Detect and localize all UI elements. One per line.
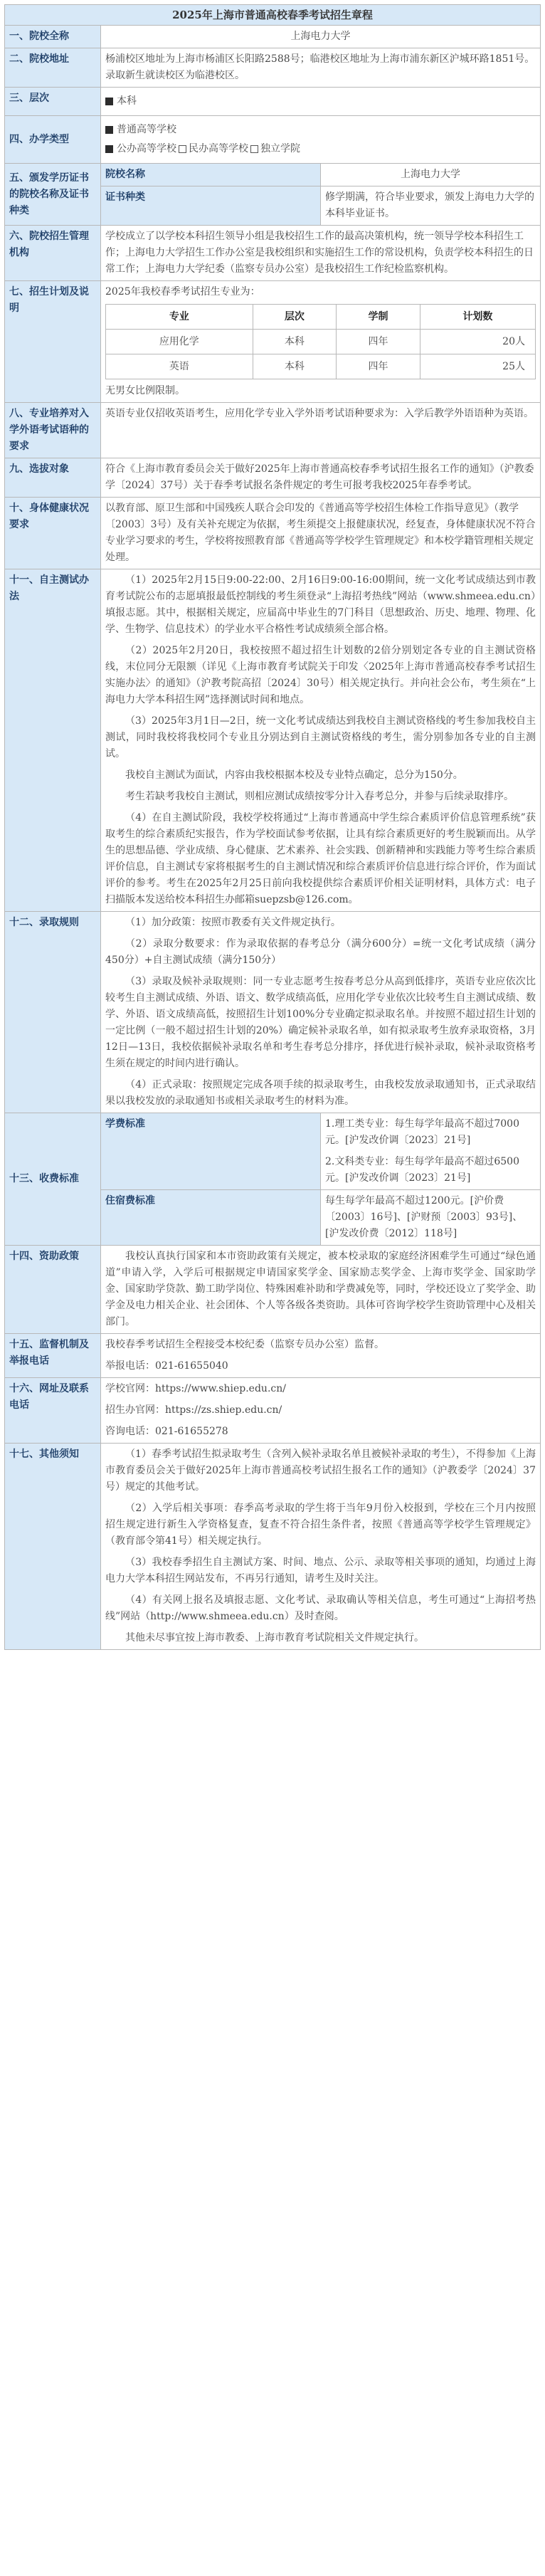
- tuition-value: [321, 1113, 541, 1190]
- plan-cell-level: 本科: [253, 354, 337, 379]
- financial-aid-paragraph: 我校认真执行国家和本市资助政策有关规定，被本校录取的家庭经济困难学生可通过“绿色通道”申请入学，入学后可根据规定申请国家奖学金、国家励志奖学金、上海市奖学金、国家助学金、国家助学贷款、勤工助学岗位、特殊困难补助和学费减免等，同时，学校还设立了奖学金、助学金及电力相关企业、社会团体、个人等各级各类资助。具体可咨询学校学生资助管理中心及相关部门。: [105, 1251, 536, 1328]
- level-value: [101, 88, 541, 116]
- school-type-option-others: [105, 141, 536, 157]
- tuition-line: 1.理工类专业：每生每学年最高不超过7000元。[沪发改价调〔2023〕21号]: [325, 1118, 519, 1146]
- unchecked-box-icon: [179, 145, 186, 153]
- certificate-type-sublabel: 证书种类: [101, 186, 321, 226]
- notes-label: 十七、其他须知: [5, 1444, 101, 1650]
- address-label: 二、院校地址: [5, 48, 101, 88]
- checked-box-icon: [105, 145, 113, 153]
- section-eligibility: [5, 458, 541, 498]
- plan-intro: 2025年我校春季考试招生专业为：: [105, 286, 260, 298]
- financial-aid-value: [101, 1246, 541, 1334]
- certificate-type-value: 修学期满，符合毕业要求，颁发上海电力大学的本科毕业证书。: [321, 186, 541, 226]
- school-website[interactable]: 学校官网：https://www.shiep.edu.cn/: [105, 1383, 286, 1394]
- school-type-label: 四、办学类型: [5, 116, 101, 164]
- supervision-label: 十五、监督机制及举报电话: [5, 1334, 101, 1378]
- admission-rules-paragraph: （1）加分政策：按照市教委有关文件规定执行。: [125, 917, 341, 928]
- notes-paragraph: （4）有关网上报名及填报志愿、文化考试、录取确认等相关信息，考生可通过“上海招考热线”网站（http://www.shmeea.edu.cn）及时查阅。: [105, 1594, 536, 1622]
- admission-rules-paragraph: （3）录取及候补录取规则：同一专业志愿考生按春考总分从高到低排序，英语专业应依次比较考生自主测试成绩、外语、语文、数学成绩高低，应用化学专业依次比较考生自主测试成绩、数学、外语、语文成绩高低，按照招生计划100%分专业确定拟录取名单。并按照不超过招生计划的一定比例（一般不超过招生计划的20%）确定候补录取名单，如有拟录取考生放弃录取资格，3月12日—13日，我校依据候补录取名单和考生春考总分排序，择优进行候补录取，候补录取资格考生须在规定的时间内进行确认。: [105, 976, 536, 1069]
- section-financial-aid: [5, 1246, 541, 1334]
- plan-header-quota: 计划数: [420, 305, 535, 330]
- school-type-option-label: 普通高等学校: [117, 124, 176, 135]
- admission-rules-label: 十二、录取规则: [5, 912, 101, 1113]
- notes-paragraph: （2）入学后相关事项：春季高考录取的学生将于当年9月份入校报到，学校在三个月内按照招生规定进行新生入学资格复查，复查不符合招生条件者，按照《普通高等学校学生管理规定》（教育部令第41号）相关规定执行。: [105, 1503, 536, 1547]
- tuition-line: 2.文科类专业：每生每学年最高不超过6500元。[沪发改价调〔2023〕21号]: [325, 1156, 519, 1184]
- notes-paragraph: 其他未尽事宜按上海市教委、上海市教育考试院相关文件规定执行。: [125, 1632, 424, 1644]
- section-contact: [5, 1378, 541, 1444]
- plan-cell-duration: 四年: [337, 330, 420, 354]
- self-test-content: [101, 569, 541, 912]
- section-fees-tuition: [5, 1113, 541, 1190]
- unchecked-box-icon: [250, 145, 258, 153]
- level-option-label: 本科: [117, 95, 137, 107]
- consult-phone: 咨询电话：021-61655278: [105, 1426, 228, 1437]
- dorm-sublabel: 住宿费标准: [101, 1190, 321, 1246]
- self-test-paragraph: （2）2025年2月20日，我校按照不超过招生计划数的2倍分别划定各专业的自主测试资格线，末位同分无限额（详见《上海市教育考试院关于印发〈2025年上海市普通高校春季考试招生实施办法〉的通知》（沪教考院高招〔2024〕30号）相关规定执行。并向社会公布，考生须在“上海电力大学本科招生网”选择测试时间和地点。: [105, 645, 536, 705]
- admission-rules-content: [101, 912, 541, 1113]
- section-foreign-language: [5, 403, 541, 458]
- notes-content: [101, 1444, 541, 1650]
- plan-cell-level: 本科: [253, 330, 337, 354]
- plan-cell-major: 应用化学: [106, 330, 253, 354]
- plan-label: 七、招生计划及说明: [5, 281, 101, 403]
- admission-org-label: 六、院校招生管理机构: [5, 226, 101, 281]
- checked-box-icon: [105, 98, 113, 105]
- section-supervision: [5, 1334, 541, 1378]
- contact-content: [101, 1378, 541, 1444]
- section-self-test: [5, 569, 541, 912]
- school-name-label: 一、院校全称: [5, 26, 101, 48]
- level-option-undergrad: [105, 93, 536, 110]
- eligibility-value: 符合《上海市教育委员会关于做好2025年上海市普通高校春季考试招生报名工作的通知》（沪教委学〔2024〕37号）关于春季考试报名条件规定的考生可报考我校2025年春季考试。: [101, 458, 541, 498]
- self-test-paragraph: （1）2025年2月15日9:00-22:00、2月16日9:00-16:00期间，统一文化考试成绩达到市教育考试院公布的志愿填报最低控制线的考生须登录“上海招考热线”网站（www.shmeea.edu.cn）填报志愿。其中，根据相关规定，应届高中毕业生的7门科目（思想政治、历史、地理、物理、化学、生物学、信息技术）的学业水平合格性考试成绩须全部合格。: [105, 574, 536, 635]
- school-type-option-regular: [105, 122, 536, 138]
- section-school-type: [5, 116, 541, 164]
- admission-org-value: 学校成立了以学校本科招生领导小组是我校招生工作的最高决策机构，统一领导学校本科招生工作；上海电力大学招生工作办公室是我校组织和实施招生工作的常设机构，负责学校本科招生的日常工作；上海电力大学纪委（监察专员办公室）是我校招生工作纪检监察机构。: [101, 226, 541, 281]
- admission-website[interactable]: 招生办官网：https://zs.shiep.edu.cn/: [105, 1404, 282, 1416]
- certificate-label: 五、颁发学历证书的院校名称及证书种类: [5, 164, 101, 226]
- plan-header-level: 层次: [253, 305, 337, 330]
- foreign-language-label: 八、专业培养对入学外语考试语种的要求: [5, 403, 101, 458]
- plan-table-row: [106, 354, 536, 379]
- plan-cell-quota: 20人: [420, 330, 535, 354]
- section-school-name: [5, 26, 541, 48]
- plan-table-header: [106, 305, 536, 330]
- independent-college-label: 独立学院: [260, 143, 300, 154]
- notes-paragraph: （3）我校春季招生自主测试方案、时间、地点、公示、录取等相关事项的通知，均通过上海电力大学本科招生网站发布，不再另行通知，请考生及时关注。: [105, 1557, 536, 1584]
- section-admission-rules: [5, 912, 541, 1113]
- self-test-paragraph: 考生若缺考我校自主测试，则相应测试成绩按零分计入春考总分，并参与后续录取排序。: [125, 791, 514, 802]
- eligibility-label: 九、选拔对象: [5, 458, 101, 498]
- section-health: [5, 498, 541, 569]
- financial-aid-label: 十四、资助政策: [5, 1246, 101, 1334]
- health-value: 以教育部、原卫生部和中国残疾人联合会印发的《普通高等学校招生体检工作指导意见》（教学〔2003〕3号）及有关补充规定为依据，考生须提交上报健康状况，经复查，身体健康状况不符合专业学习要求的考生，学校将按照教育部《普通高等学校学生管理规定》和本校学籍管理相关规定处理。: [101, 498, 541, 569]
- section-plan: [5, 281, 541, 403]
- tuition-sublabel: 学费标准: [101, 1113, 321, 1190]
- plan-cell-quota: 25人: [420, 354, 535, 379]
- public-school-label: 公办高等学校: [117, 143, 176, 154]
- charter-table: [4, 25, 541, 1650]
- page-title: 2025年上海市普通高校春季考试招生章程: [4, 4, 541, 26]
- private-school-label: 民办高等学校: [189, 143, 248, 154]
- school-name-value: 上海电力大学: [101, 26, 541, 48]
- certificate-name-sublabel: 院校名称: [101, 164, 321, 186]
- section-level: [5, 88, 541, 116]
- supervision-statement: 我校春季考试招生全程接受本校纪委（监察专员办公室）监督。: [105, 1339, 384, 1350]
- plan-content: [101, 281, 541, 403]
- health-label: 十、身体健康状况要求: [5, 498, 101, 569]
- plan-header-duration: 学制: [337, 305, 420, 330]
- plan-cell-duration: 四年: [337, 354, 420, 379]
- section-address: [5, 48, 541, 88]
- level-label: 三、层次: [5, 88, 101, 116]
- self-test-paragraph: 我校自主测试为面试，内容由我校根据本校及专业特点确定，总分为150分。: [125, 769, 463, 781]
- checked-box-icon: [105, 126, 113, 134]
- admission-rules-paragraph: （4）正式录取：按照规定完成各项手续的拟录取考生，由我校发放录取通知书，正式录取结果以我校发放的录取通知书或相关录取考生的材料为准。: [105, 1079, 536, 1107]
- plan-table: [105, 304, 536, 379]
- self-test-label: 十一、自主测试办法: [5, 569, 101, 912]
- section-notes: [5, 1444, 541, 1650]
- address-value: 杨浦校区地址为上海市杨浦区长阳路2588号；临港校区地址为上海市浦东新区沪城环路1851号。录取新生就读校区为临港校区。: [101, 48, 541, 88]
- foreign-language-value: 英语专业仅招收英语考生，应用化学专业入学外语考试语种要求为：入学后教学外语语种为英语。: [101, 403, 541, 458]
- plan-table-row: [106, 330, 536, 354]
- plan-cell-major: 英语: [106, 354, 253, 379]
- self-test-paragraph: （3）2025年3月1日—2日，统一文化考试成绩达到我校自主测试资格线的考生参加我校自主测试，同时我校将我校同个专业且分别达到自主测试资格线的考生，需分别参加各专业的自主测试。: [105, 715, 536, 759]
- certificate-name-value: 上海电力大学: [321, 164, 541, 186]
- school-type-value: [101, 116, 541, 164]
- notes-paragraph: （1）春季考试招生拟录取考生（含列入候补录取名单且被候补录取的考生），不得参加《上海市教育委员会关于做好2025年上海市普通高校考试招生报名工作的通知》（沪教委学〔2024〕37号）规定的其他考试。: [105, 1449, 536, 1493]
- section-certificate-name: [5, 164, 541, 186]
- contact-label: 十六、网址及联系电话: [5, 1378, 101, 1444]
- admission-rules-paragraph: （2）录取分数要求：作为录取依据的春考总分（满分600分）=统一文化考试成绩（满分450分）+自主测试成绩（满分150分）: [105, 938, 536, 966]
- supervision-content: [101, 1334, 541, 1378]
- self-test-paragraph: （4）在自主测试阶段，我校学校将通过“上海市普通高中学生综合素质评价信息管理系统”获取考生的综合素质纪实报告，作为学校面试参考依据，让具有综合素质更好的考生脱颖而出。从学生的思想品德、学业成绩、身心健康、艺术素养、社会实践、创新精神和实践能力等考生综合素质评价信息，自主测试专家将根据考生的自主测试情况和综合素质评价信息进行综合评价，作为面试评价的参考。考生在2025年2月25日前向我校提供综合素质评价相关证明材料，具体方式：电子扫描版本发送给校本科招生办邮箱suepzsb@126.com。: [105, 812, 536, 905]
- report-phone: 举报电话：021-61655040: [105, 1360, 228, 1372]
- dorm-value: 每生每学年最高不超过1200元。[沪价费〔2003〕16号]、[沪财预〔2003〕93号]、[沪发改价费〔2012〕118号]: [321, 1190, 541, 1246]
- section-admission-org: [5, 226, 541, 281]
- plan-header-major: 专业: [106, 305, 253, 330]
- fees-label: 十三、收费标准: [5, 1113, 101, 1246]
- plan-note: 无男女比例限制。: [105, 385, 185, 396]
